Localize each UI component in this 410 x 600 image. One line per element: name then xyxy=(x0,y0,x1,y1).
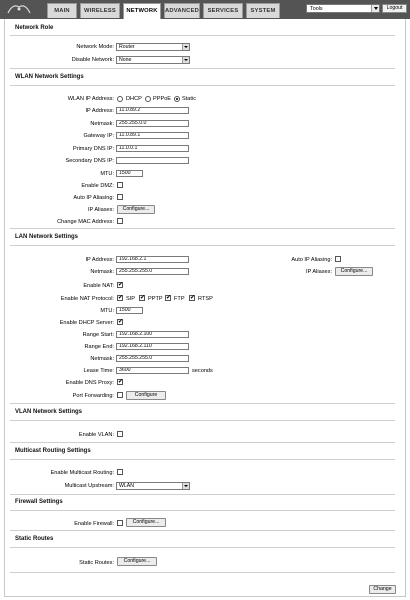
enable-dmz-checkbox[interactable] xyxy=(117,182,123,188)
enable-vlan-label: Enable VLAN: xyxy=(78,432,114,438)
tab-main[interactable]: MAIN xyxy=(47,3,77,18)
network-mode-label: Network Mode: xyxy=(76,44,114,50)
chevron-down-icon xyxy=(182,57,189,63)
network-mode-value: Router xyxy=(119,44,135,50)
divider xyxy=(10,530,395,531)
enable-dmz-label: Enable DMZ: xyxy=(81,183,114,189)
enable-nat-checkbox[interactable] xyxy=(117,282,123,288)
firewall-configure-button[interactable]: Configure... xyxy=(126,518,166,527)
tab-wireless[interactable]: WIRELESS xyxy=(80,3,120,18)
disable-network-select[interactable] xyxy=(116,56,190,64)
divider xyxy=(10,572,395,573)
wlan-pppoe-radio[interactable] xyxy=(145,96,151,102)
disable-network-value: None xyxy=(119,57,132,63)
change-mac-address-checkbox[interactable] xyxy=(117,218,123,224)
static-routes-label: Static Routes: xyxy=(79,560,114,566)
tools-select[interactable] xyxy=(306,4,380,13)
lan-netmask-label: Netmask: xyxy=(90,269,114,275)
tab-network[interactable]: NETWORK xyxy=(123,3,161,19)
multicast-upstream-value: WLAN xyxy=(119,483,134,489)
section-title-network-role: Network Role xyxy=(15,25,54,31)
enable-firewall-label: Enable Firewall: xyxy=(74,521,114,527)
change-button[interactable]: Change xyxy=(369,585,396,594)
lan-ip-input[interactable]: 192.168.2.1 xyxy=(116,256,189,263)
lan-ip-aliases-configure-button[interactable]: Configure... xyxy=(335,267,373,276)
chevron-down-icon xyxy=(182,483,189,489)
enable-firewall-checkbox[interactable] xyxy=(117,520,123,526)
lan-mtu-input[interactable]: 1500 xyxy=(116,307,143,314)
wlan-static-radio[interactable] xyxy=(174,96,180,102)
tab-system[interactable]: SYSTEM xyxy=(246,3,280,18)
divider xyxy=(10,459,395,460)
nat-ftp-label: FTP xyxy=(174,296,185,302)
divider xyxy=(10,35,395,36)
divider xyxy=(10,228,395,229)
wlan-static-label: Static xyxy=(182,96,196,102)
wlan-secondary-dns-label: Secondary DNS IP: xyxy=(65,158,114,164)
divider xyxy=(10,494,395,495)
nat-rtsp-checkbox[interactable] xyxy=(189,295,195,301)
wlan-mtu-input[interactable]: 1500 xyxy=(116,170,143,177)
divider xyxy=(10,68,395,69)
lease-time-unit: seconds xyxy=(192,368,213,374)
range-start-label: Range Start: xyxy=(82,332,114,338)
enable-dhcp-server-checkbox[interactable] xyxy=(117,319,123,325)
wlan-netmask-label: Netmask: xyxy=(90,121,114,127)
divider xyxy=(10,510,395,511)
lan-ip-aliases-label: IP Aliases: xyxy=(305,269,332,275)
lan-ip-label: IP Address: xyxy=(85,257,114,263)
divider xyxy=(10,547,395,548)
wlan-primary-dns-label: Primary DNS IP: xyxy=(72,146,114,152)
enable-vlan-checkbox[interactable] xyxy=(117,431,123,437)
wlan-secondary-dns-input[interactable] xyxy=(116,157,189,164)
lease-time-input[interactable]: 3600 xyxy=(116,367,189,374)
wlan-netmask-input[interactable]: 255.255.0.0 xyxy=(116,120,189,127)
enable-dns-proxy-label: Enable DNS Proxy: xyxy=(65,380,114,386)
disable-network-label: Disable Network: xyxy=(71,57,114,63)
dhcp-netmask-label: Netmask: xyxy=(90,356,114,362)
port-forwarding-configure-button[interactable]: Configure xyxy=(126,391,166,400)
section-title-firewall: Firewall Settings xyxy=(15,499,63,505)
wlan-dhcp-radio[interactable] xyxy=(117,96,123,102)
tools-select-label: Tools xyxy=(310,6,323,12)
chevron-down-icon xyxy=(371,5,379,12)
divider xyxy=(10,85,395,86)
enable-dhcp-server-label: Enable DHCP Server: xyxy=(59,320,114,326)
static-routes-configure-button[interactable]: Configure... xyxy=(117,557,157,566)
chevron-down-icon xyxy=(182,44,189,50)
section-title-wlan: WLAN Network Settings xyxy=(15,74,84,80)
wlan-gateway-input[interactable]: 11.0.89.1 xyxy=(116,132,189,139)
lan-auto-ip-aliasing-label: Auto IP Aliasing: xyxy=(291,257,332,263)
lease-time-label: Lease Time: xyxy=(83,368,114,374)
port-forwarding-checkbox[interactable] xyxy=(117,392,123,398)
wlan-ip-input[interactable]: 11.0.89.2 xyxy=(116,107,189,114)
nat-sip-label: SIP xyxy=(126,296,136,302)
divider xyxy=(10,442,395,443)
range-start-input[interactable]: 192.168.2.100 xyxy=(116,331,189,338)
enable-nat-protocol-label: Enable NAT Protocol: xyxy=(60,296,114,302)
multicast-upstream-label: Multicast Upstream: xyxy=(64,483,114,489)
wlan-dhcp-label: DHCP xyxy=(126,96,142,102)
section-title-static-routes: Static Routes xyxy=(15,536,54,542)
divider xyxy=(10,420,395,421)
nat-pptp-label: PPTP xyxy=(148,296,163,302)
nat-ftp-checkbox[interactable] xyxy=(165,295,171,301)
range-end-label: Range End: xyxy=(84,344,114,350)
section-title-multicast: Multicast Routing Settings xyxy=(15,448,91,454)
wlan-mtu-label: MTU: xyxy=(100,171,114,177)
nat-rtsp-label: RTSP xyxy=(198,296,213,302)
wlan-gateway-label: Gateway IP: xyxy=(83,133,114,139)
enable-dns-proxy-checkbox[interactable] xyxy=(117,379,123,385)
section-title-vlan: VLAN Network Settings xyxy=(15,409,83,415)
wlan-primary-dns-input[interactable]: 11.0.0.1 xyxy=(116,145,189,152)
wlan-ip-address-mode-label: WLAN IP Address: xyxy=(67,96,114,102)
tab-advanced[interactable]: ADVANCED xyxy=(164,3,200,18)
range-end-input[interactable]: 192.168.2.110 xyxy=(116,343,189,350)
wlan-ip-label: IP Address: xyxy=(85,108,114,114)
enable-multicast-routing-label: Enable Multicast Routing: xyxy=(50,470,114,476)
wlan-auto-ip-aliasing-label: Auto IP Aliasing: xyxy=(73,195,114,201)
enable-nat-label: Enable NAT: xyxy=(83,283,114,289)
wlan-ip-aliases-configure-button[interactable]: Configure... xyxy=(117,205,155,214)
divider xyxy=(10,403,395,404)
enable-multicast-routing-checkbox[interactable] xyxy=(117,469,123,475)
lan-netmask-input[interactable]: 255.255.255.0 xyxy=(116,268,189,275)
nat-sip-checkbox[interactable] xyxy=(117,295,123,301)
section-title-lan: LAN Network Settings xyxy=(15,234,79,240)
port-forwarding-label: Port Forwarding: xyxy=(72,393,114,399)
nat-pptp-checkbox[interactable] xyxy=(139,295,145,301)
dhcp-netmask-input[interactable]: 255.255.255.0 xyxy=(116,355,189,362)
ubiquiti-logo-icon xyxy=(5,3,33,15)
change-mac-address-label: Change MAC Address: xyxy=(57,219,114,225)
tab-services[interactable]: SERVICES xyxy=(203,3,243,18)
network-mode-select[interactable] xyxy=(116,43,190,51)
lan-auto-ip-aliasing-checkbox[interactable] xyxy=(335,256,341,262)
logout-button[interactable]: Logout xyxy=(382,4,407,13)
wlan-ip-aliases-label: IP Aliases: xyxy=(87,207,114,213)
wlan-auto-ip-aliasing-checkbox[interactable] xyxy=(117,194,123,200)
wlan-pppoe-label: PPPoE xyxy=(153,96,172,102)
multicast-upstream-select[interactable] xyxy=(116,482,190,490)
lan-mtu-label: MTU: xyxy=(100,308,114,314)
divider xyxy=(10,245,395,246)
